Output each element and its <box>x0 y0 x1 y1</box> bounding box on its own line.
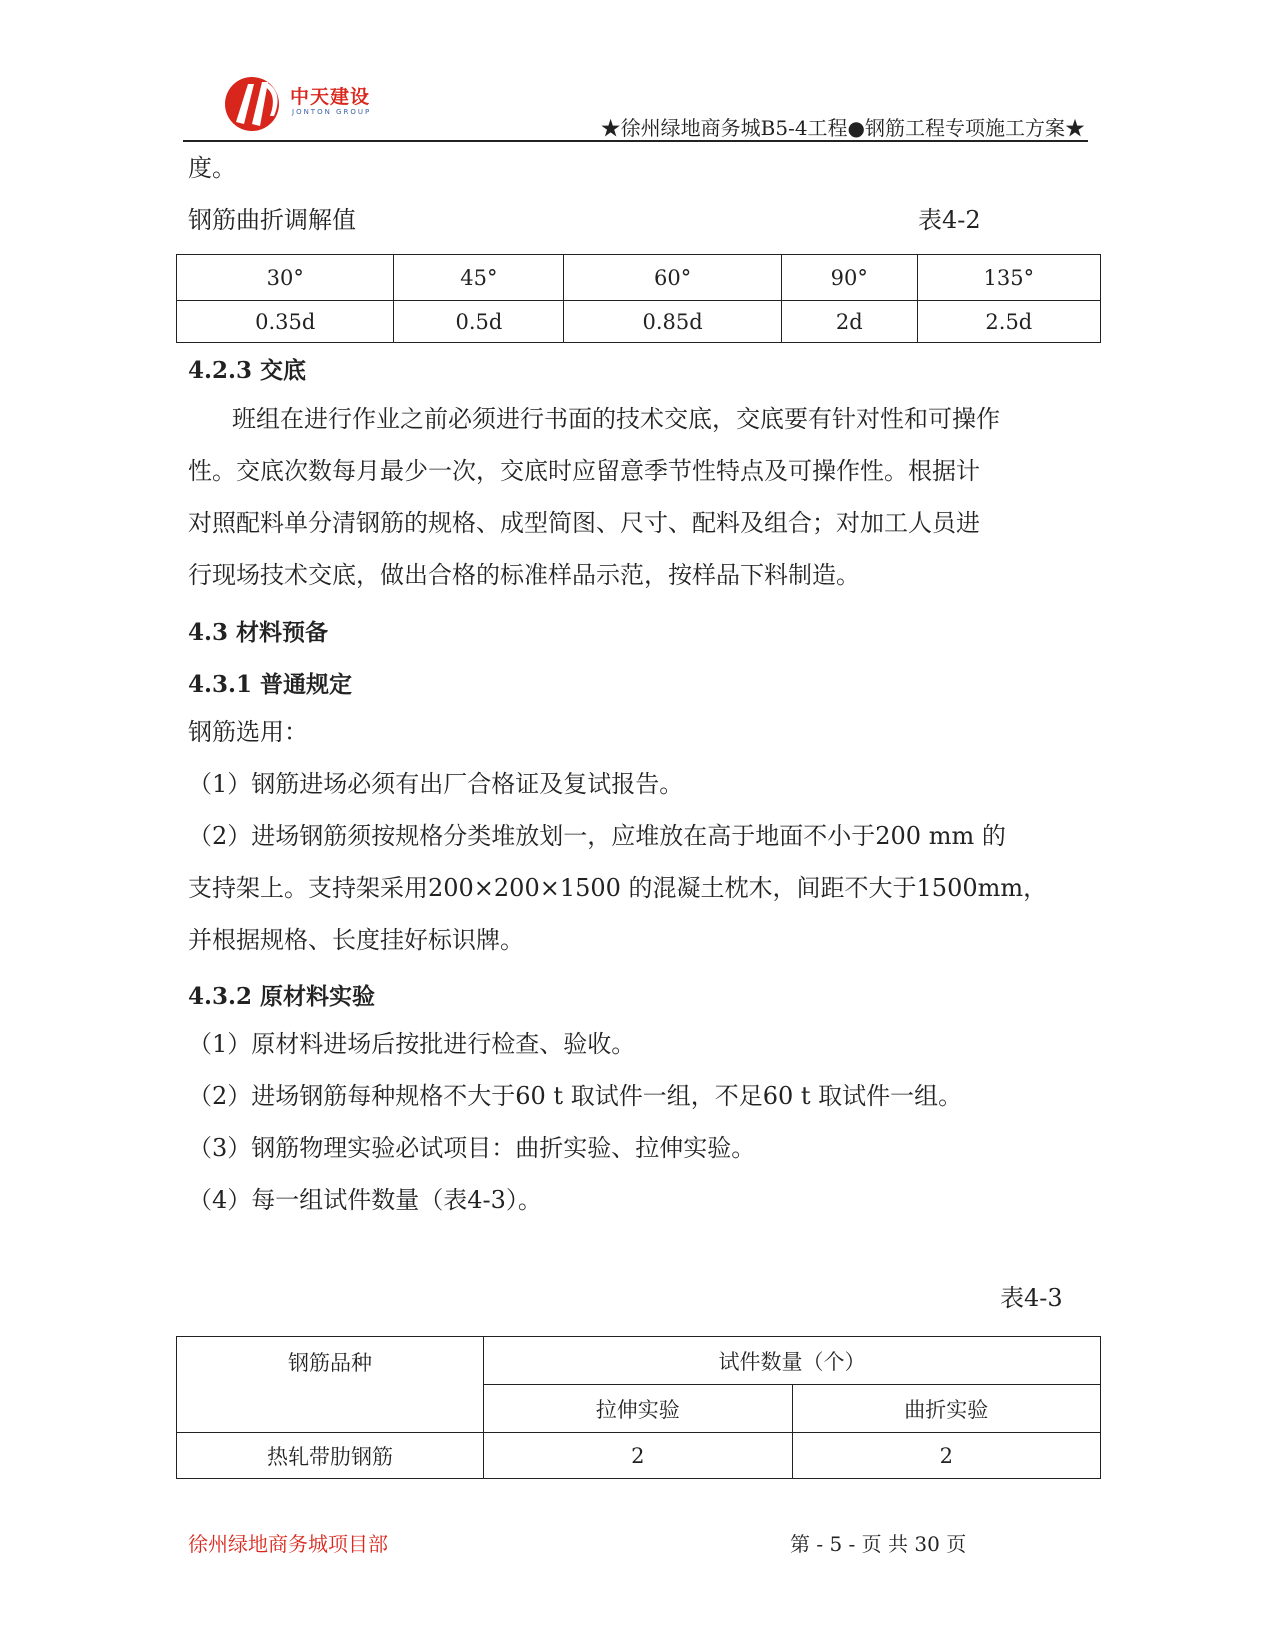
paragraph-line: 班组在进行作业之前必须进行书面的技术交底，交底要有针对性和可操作 <box>232 405 1000 433</box>
table3-group-header: 试件数量（个） <box>484 1337 1101 1385</box>
table2-cell: 0.5d <box>394 301 564 343</box>
list-item: （2）进场钢筋每种规格不大于60 t 取试件一组，不足60 t 取试件一组。 <box>188 1082 963 1110</box>
table2-number: 表4-2 <box>918 206 981 234</box>
table2-cell: 60° <box>564 255 781 301</box>
table2-cell: 2d <box>781 301 917 343</box>
table2-cell: 135° <box>917 255 1100 301</box>
section-heading-4-2-3: 4.2.3 交底 <box>188 357 307 384</box>
table3-cell: 2 <box>792 1433 1101 1479</box>
table3-row-name: 热轧带肋钢筋 <box>177 1433 484 1479</box>
paragraph-line: 对照配料单分清钢筋的规格、成型简图、尺寸、配料及组合；对加工人员进 <box>188 509 980 537</box>
paragraph-line: 性。交底次数每月最少一次，交底时应留意季节性特点及可操作性。根据计 <box>188 457 980 485</box>
list-item: （1）原材料进场后按批进行检查、验收。 <box>188 1030 636 1058</box>
list-item: （2）进场钢筋须按规格分类堆放划一，应堆放在高于地面不小于200 mm 的 <box>188 822 1006 850</box>
logo-cn-text: 中天建设 <box>290 86 371 108</box>
company-logo <box>222 72 372 136</box>
header-title: ★徐州绿地商务城B5-4工程●钢筋工程专项施工方案★ <box>600 116 1085 140</box>
table3-number: 表4-3 <box>1000 1284 1063 1312</box>
table2-cell: 45° <box>394 255 564 301</box>
logo-mark-icon <box>222 72 286 136</box>
list-item: （4）每一组试件数量（表4-3）。 <box>188 1186 542 1214</box>
specimen-count-table <box>176 1336 1101 1479</box>
paragraph-line: 行现场技术交底，做出合格的标准样品示范，按样品下料制造。 <box>188 561 860 589</box>
list-item: （3）钢筋物理实验必试项目：曲折实验、拉伸实验。 <box>188 1134 756 1162</box>
table3-sub-header: 曲折实验 <box>792 1385 1101 1433</box>
table2-cell: 30° <box>177 255 394 301</box>
table2-caption: 钢筋曲折调解值 <box>188 206 356 234</box>
table2-cell: 90° <box>781 255 917 301</box>
table3-sub-header: 拉伸实验 <box>484 1385 793 1433</box>
section-heading-4-3: 4.3 材料预备 <box>188 619 329 646</box>
table2-cell: 2.5d <box>917 301 1100 343</box>
line-du: 度。 <box>188 154 236 182</box>
paragraph-line: 支持架上。支持架采用200×200×1500 的混凝土枕木，间距不大于1500mm， <box>188 874 1048 902</box>
table3-header-row <box>177 1337 1101 1385</box>
table2-angle-row <box>177 255 1101 301</box>
logo-en-text: JONTON GROUP <box>292 108 372 116</box>
footer-project-dept: 徐州绿地商务城项目部 <box>188 1532 388 1556</box>
section-heading-4-3-1: 4.3.1 普通规定 <box>188 671 353 698</box>
section-heading-4-3-2: 4.3.2 原材料实验 <box>188 983 376 1010</box>
list-item: （1）钢筋进场必须有出厂合格证及复试报告。 <box>188 770 684 798</box>
table2-cell: 0.35d <box>177 301 394 343</box>
table3-col1-header: 钢筋品种 <box>177 1337 484 1433</box>
bend-adjust-table <box>176 254 1101 343</box>
header-divider <box>183 140 1088 142</box>
table2-value-row <box>177 301 1101 343</box>
table3-cell: 2 <box>484 1433 793 1479</box>
paragraph-line: 钢筋选用： <box>188 718 308 746</box>
table2-cell: 0.85d <box>564 301 781 343</box>
table-row <box>177 1433 1101 1479</box>
paragraph-line: 并根据规格、长度挂好标识牌。 <box>188 926 524 954</box>
footer-page-number: 第 - 5 - 页 共 30 页 <box>790 1532 967 1556</box>
